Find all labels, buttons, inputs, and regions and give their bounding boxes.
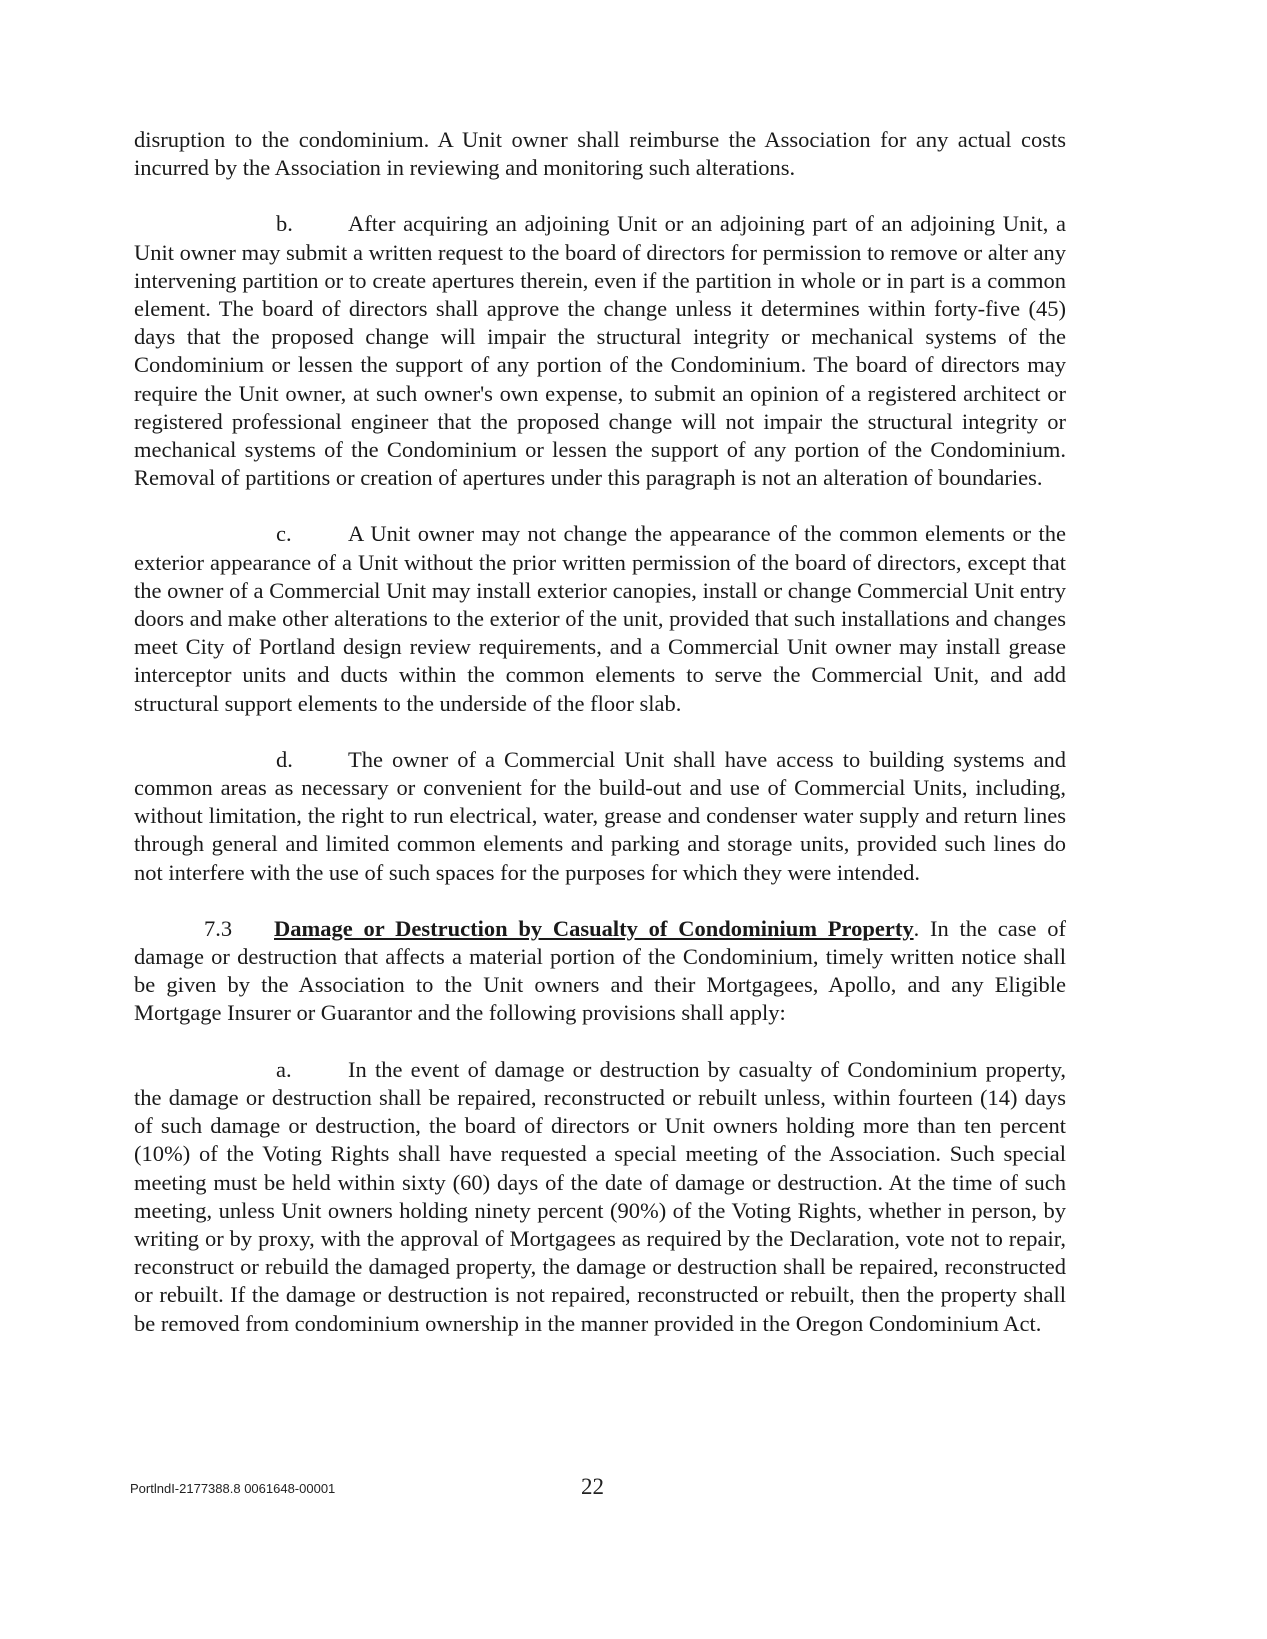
- paragraph-d-label: d.: [276, 746, 293, 772]
- paragraph-gap: [134, 1028, 1066, 1056]
- paragraph-c-label: c.: [276, 521, 292, 547]
- section-number: 7.3: [204, 915, 233, 941]
- paragraph-gap: [134, 492, 1066, 520]
- paragraph-b-text: After acquiring an adjoining Unit or an adjoining part of an adjoining Unit, a Unit owner may submit a written request to the board of directors for permission to remove or alter any intervening partition or to create apertures therein, even if the partition in whole or in part is a common element. The board of directors shall approve the change unless it determines within forty-five (45) days that the proposed change will impair the structural integrity or mechanical systems of the Condominium or lessen the support of any portion of the Condominium. The board of directors may require the Unit owner, at such owner's own expense, to submit an opinion of a registered architect or registered professional engineer that the proposed change will not impair the structural integrity or mechanical systems of the Condominium or lessen the support of any portion of the Condominium. Removal of partitions or creation of apertures under this paragraph is not an alteration of boundaries.: [134, 211, 1066, 491]
- paragraph-b-label: b.: [276, 211, 293, 237]
- paragraph-gap: [134, 718, 1066, 746]
- paragraph-b: [134, 210, 1066, 492]
- paragraph-c-text: A Unit owner may not change the appearance of the common elements or the exterior appearance of a Unit without the prior written permission of the board of directors, except that the owner of a Commercial Unit may install exterior canopies, install or change Commercial Unit entry doors and make other alterations to the exterior of the unit, provided that such installations and changes meet City of Portland design review requirements, and a Commercial Unit owner may install grease interceptor units and ducts within the common elements to serve the Commercial Unit, and add structural support elements to the underside of the floor slab.: [134, 521, 1066, 716]
- paragraph-a-label: a.: [276, 1056, 292, 1082]
- paragraph-a: [134, 1056, 1066, 1338]
- paragraph-d-text: The owner of a Commercial Unit shall have access to building systems and common areas as necessary or convenient for the build-out and use of Commercial Units, including, without limitation, the right to run electrical, water, grease and condenser water supply and return lines through general and limited common elements and parking and storage units, provided such lines do not interfere with the use of such spaces for the purposes for which they were intended.: [134, 746, 1066, 885]
- paragraph-continuation: disruption to the condominium. A Unit owner shall reimburse the Association for any actual costs incurred by the Association in reviewing and monitoring such alterations.: [134, 127, 1066, 181]
- document-body: [134, 126, 1066, 1338]
- footer-document-id: PortlndI-2177388.8 0061648-00001: [130, 1481, 336, 1496]
- paragraph-gap: [134, 887, 1066, 915]
- page-number: 22: [581, 1474, 604, 1499]
- section-7-3: [134, 915, 1066, 1028]
- section-title: Damage or Destruction by Casualty of Condominium Property: [274, 915, 914, 941]
- paragraph-d: [134, 746, 1066, 887]
- paragraph-gap: [134, 182, 1066, 210]
- paragraph-c: [134, 520, 1066, 717]
- paragraph-a-text: In the event of damage or destruction by casualty of Condominium property, the damage or destruction shall be repaired, reconstructed or rebuilt unless, within fourteen (14) days of such damage or destruction, the board of directors or Unit owners holding more than ten percent (10%) of the Voting Rights shall have requested a special meeting of the Association. Such special meeting must be held within sixty (60) days of the date of damage or destruction. At the time of such meeting, unless Unit owners holding ninety percent (90%) of the Voting Rights, whether in person, by writing or by proxy, with the approval of Mortgagees as required by the Declaration, vote not to repair, reconstruct or rebuild the damaged property, the damage or destruction shall be repaired, reconstructed or rebuilt. If the damage or destruction is not repaired, reconstructed or rebuilt, then the property shall be removed from condominium ownership in the manner provided in the Oregon Condominium Act.: [134, 1056, 1066, 1336]
- section-intro-text: . In the case of damage or destruction that affects a material portion of the Condominium, timely written notice shall be given by the Association to the Unit owners and their Mortgagees, Apollo, and any Eligible Mortgage Insurer or Guarantor and the following provisions shall apply:: [134, 915, 1066, 1026]
